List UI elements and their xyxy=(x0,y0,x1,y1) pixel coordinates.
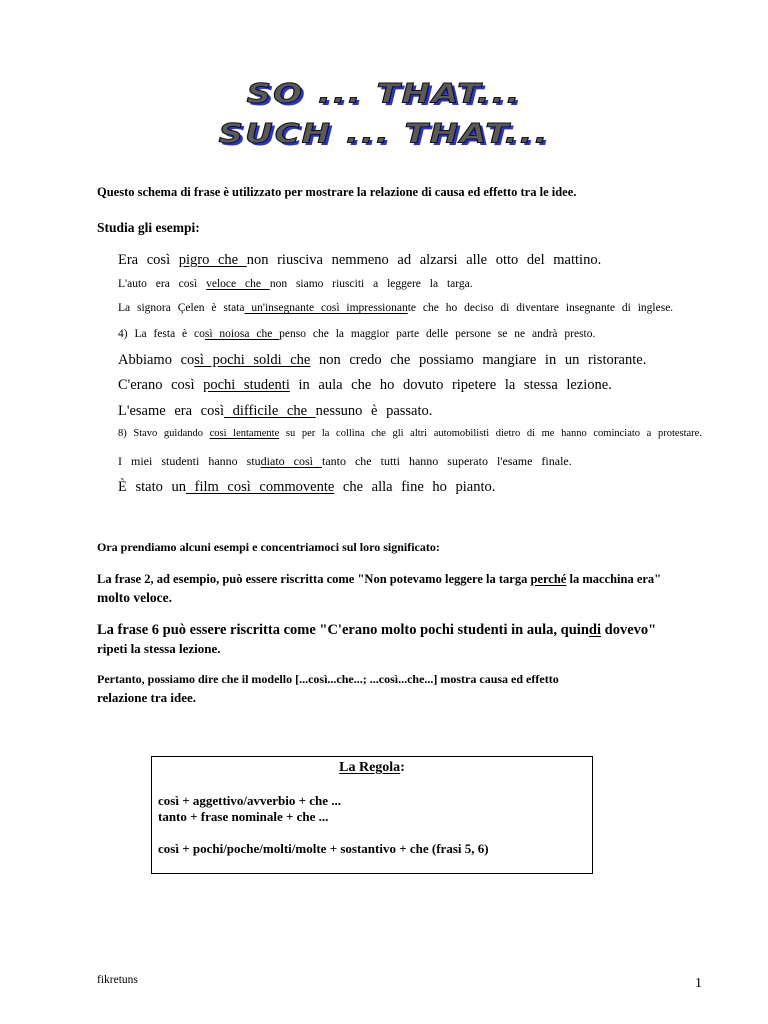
conclusion-text: Pertanto, possiamo dire che il modello [...così...che...; ...così...che...] mostra causa ed effetto xyxy=(97,672,559,686)
page-number: 1 xyxy=(695,976,702,991)
rule-title: La Regola: xyxy=(339,760,405,775)
title-line-2: SUCH ... THAT... xyxy=(218,118,550,150)
example-3: La signora Çelen è stata un'insegnante così impressionante che ho deciso di diventare insegnante di inglese. xyxy=(118,302,674,314)
example-6: C'erano così pochi studenti in aula che ho dovuto ripetere la stessa lezione. xyxy=(118,377,612,393)
rule-line-2: tanto + frase nominale + che ... xyxy=(158,809,329,824)
rule-line-1: così + aggettivo/avverbio + che ... xyxy=(158,793,342,808)
intro-text: Questo schema di frase è utilizzato per mostrare la relazione di causa ed effetto tra le idee. xyxy=(97,185,577,199)
sentence-6-rewrite: La frase 6 può essere riscritta come "C'erano molto pochi studenti in aula, quindi dovevo" xyxy=(97,622,657,638)
example-10: È stato un film così commovente che alla fine ho pianto. xyxy=(118,479,496,495)
rule-box xyxy=(151,756,593,874)
example-7: L'esame era così difficile che nessuno è passato. xyxy=(118,403,433,419)
rule-line-3: così + pochi/poche/molti/molte + sostantivo + che (frasi 5, 6) xyxy=(158,841,489,856)
example-5: Abbiamo così pochi soldi che non credo che possiamo mangiare in un ristorante. xyxy=(118,352,647,368)
meaning-heading: Ora prendiamo alcuni esempi e concentriamoci sul loro significato: xyxy=(97,540,440,554)
conclusion-text-cont: relazione tra idee. xyxy=(97,690,197,705)
sentence-6-rewrite-cont: ripeti la stessa lezione. xyxy=(97,641,221,656)
example-8: 8) Stavo guidando così lentamente su per la collina che gli altri automobilisti dietro di me hanno cominciato a protestare. xyxy=(118,428,702,439)
title-line-1: SO ... THAT... xyxy=(246,78,522,110)
sentence-2-rewrite: La frase 2, ad esempio, può essere riscritta come "Non potevamo leggere la targa perché la macchina era" xyxy=(97,572,662,586)
example-9: I miei studenti hanno studiato così tanto che tutti hanno superato l'esame finale. xyxy=(118,454,572,468)
example-2: L'auto era così veloce che non siamo riusciti a leggere la targa. xyxy=(118,278,473,290)
example-4: 4) La festa è così noiosa che penso che la maggior parte delle persone se ne andrà presto. xyxy=(118,328,596,340)
examples-heading: Studia gli esempi: xyxy=(97,220,200,235)
footer-author: fikretuns xyxy=(97,974,138,986)
example-1: Era così pigro che non riusciva nemmeno ad alzarsi alle otto del mattino. xyxy=(118,252,602,268)
sentence-2-rewrite-cont: molto veloce. xyxy=(97,590,172,605)
